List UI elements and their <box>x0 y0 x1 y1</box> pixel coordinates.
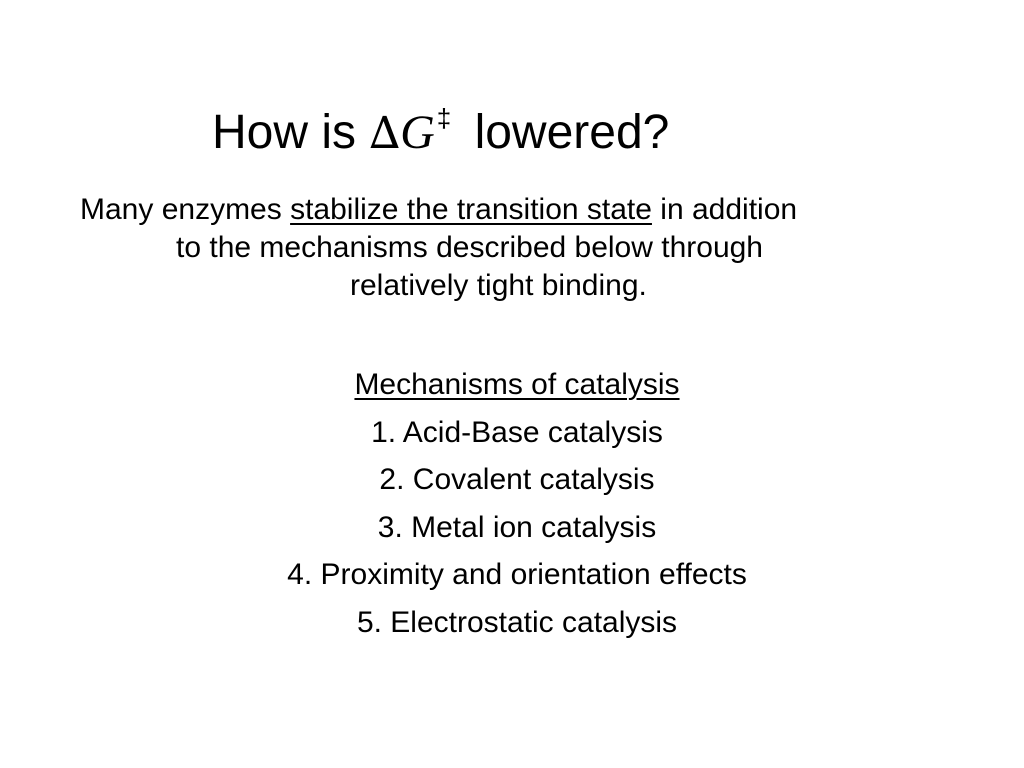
mechanism-item-5: 5. Electrostatic catalysis <box>356 605 678 639</box>
mechanism-item-2: 2. Covalent catalysis <box>379 463 655 496</box>
mechanism-item-1: 1. Acid-Base catalysis <box>371 415 663 449</box>
title-suffix: lowered? <box>461 106 670 159</box>
intro-line-3: relatively tight binding. <box>350 269 647 302</box>
slide-title <box>212 100 669 167</box>
delta-symbol: ∆ <box>369 108 401 159</box>
mechanisms-list <box>0 361 1024 646</box>
intro-text-after: in addition <box>651 193 798 226</box>
title-variable: G <box>400 106 435 159</box>
intro-line-2: to the mechanisms described below through <box>176 231 763 264</box>
mechanisms-heading: Mechanisms of catalysis <box>354 368 680 401</box>
intro-underlined-phrase: stabilize the transition state <box>290 193 652 226</box>
double-dagger-superscript: ‡ <box>436 103 452 133</box>
title-prefix: How is <box>212 106 370 159</box>
mechanism-item-4: 4. Proximity and orientation effects <box>287 558 747 591</box>
intro-text-before: Many enzymes <box>80 193 291 226</box>
intro-paragraph <box>80 191 960 305</box>
mechanism-item-3: 3. Metal ion catalysis <box>377 510 657 544</box>
intro-line-1 <box>80 191 960 229</box>
